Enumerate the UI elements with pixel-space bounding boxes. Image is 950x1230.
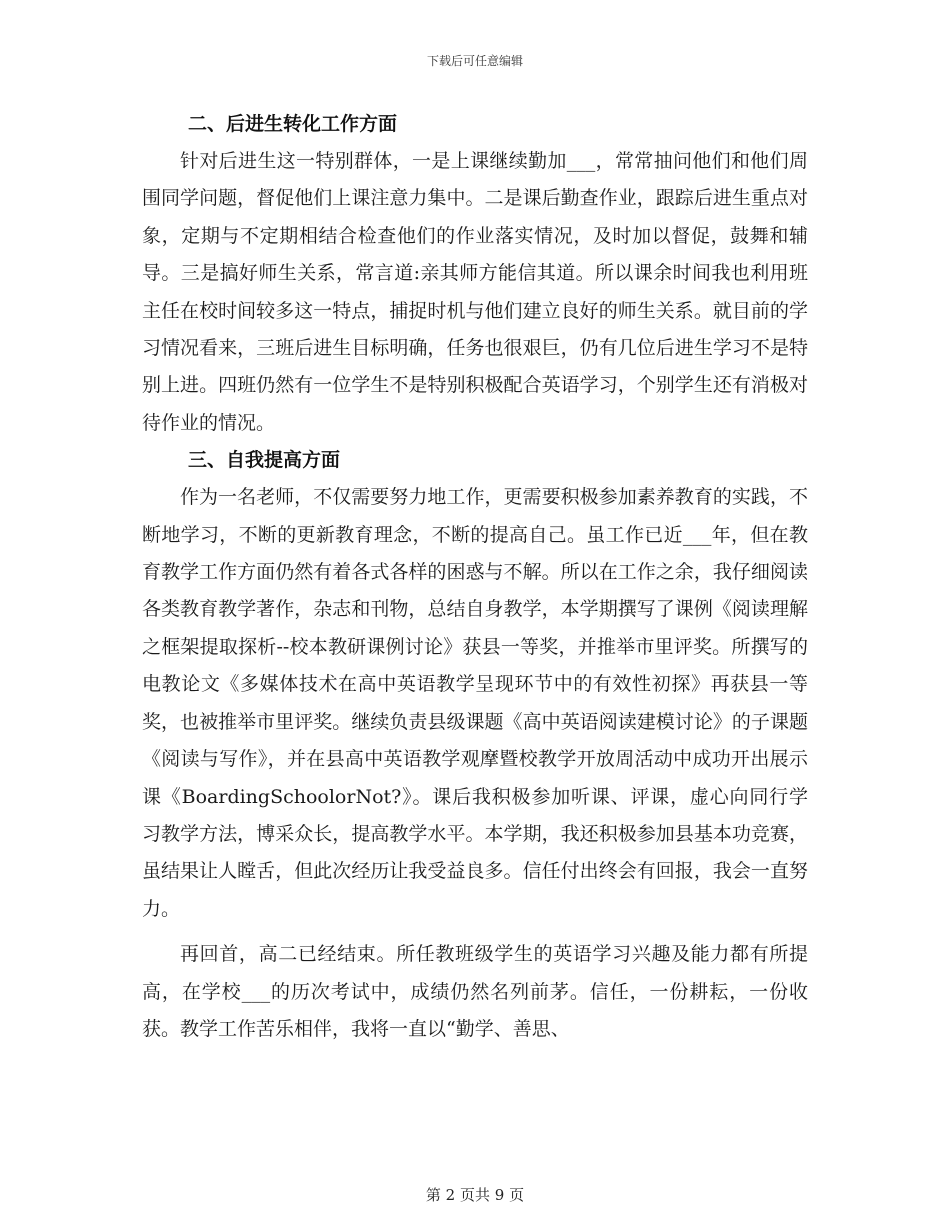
paragraph-self-improvement: 作为一名老师，不仅需要努力地工作，更需要积极参加素养教育的实践，不断地学习，不断的更新教育理念，不断的提高自己。虽工作已近___年，但在教育教学工作方面仍然有着各式各样的困惑与不解。所以在工作之余，我仔细阅读各类教育教学著作，杂志和刊物，总结自身教学，本学期撰写了课例《阅读理解之框架提取探析--校本教研课例讨论》获县一等奖，并推举市里评奖。所撰写的电教论文《多媒体技术在高中英语教学呈现环节中的有效性初探》再获县一等奖，也被推举市里评奖。继续负责县级课题《高中英语阅读建模讨论》的子课题《阅读与写作》，并在县高中英语教学观摩暨校教学开放周活动中成功开出展示课《BoardingSchoolorNot?》。课后我积极参加听课、评课，虚心向同行学习教学方法，博采众长，提高教学水平。本学期，我还积极参加县基本功竞赛，虽结果让人瞠舌，但此次经历让我受益良多。信任付出终会有回报，我会一直努力。 — [142, 486, 808, 920]
page-number: 第 2 页共 9 页 — [425, 1186, 525, 1204]
paragraph-review: 再回首，高二已经结束。所任教班级学生的英语学习兴趣及能力都有所提高，在学校___的历次考试中，成绩仍然名列前茅。信任，一份耕耘，一份收获。教学工作苦乐相伴，我将一直以“勤学、善思、 — [142, 943, 808, 1040]
paragraph-laggard-students: 针对后进生这一特别群体，一是上课继续勤加___，常常抽问他们和他们周围同学问题，督促他们上课注意力集中。二是课后勤查作业，跟踪后进生重点对象，定期与不定期相结合检查他们的作业落实情况，及时加以督促，鼓舞和辅导。三是搞好师生关系，常言道:亲其师方能信其道。所以课余时间我也利用班主任在校时间较多这一特点，捕捉时机与他们建立良好的师生关系。就目前的学习情况看来，三班后进生目标明确，任务也很艰巨，仍有几位后进生学习不是特别上进。四班仍然有一位学生不是特别积极配合英语学习，个别学生还有消极对待作业的情况。 — [142, 150, 808, 434]
page-header-note: 下载后可任意编辑 — [426, 54, 523, 68]
document-body — [142, 106, 808, 1048]
section-heading-self-improvement: 三、自我提高方面 — [188, 449, 341, 472]
section-heading-laggard-students: 二、后进生转化工作方面 — [188, 113, 398, 135]
